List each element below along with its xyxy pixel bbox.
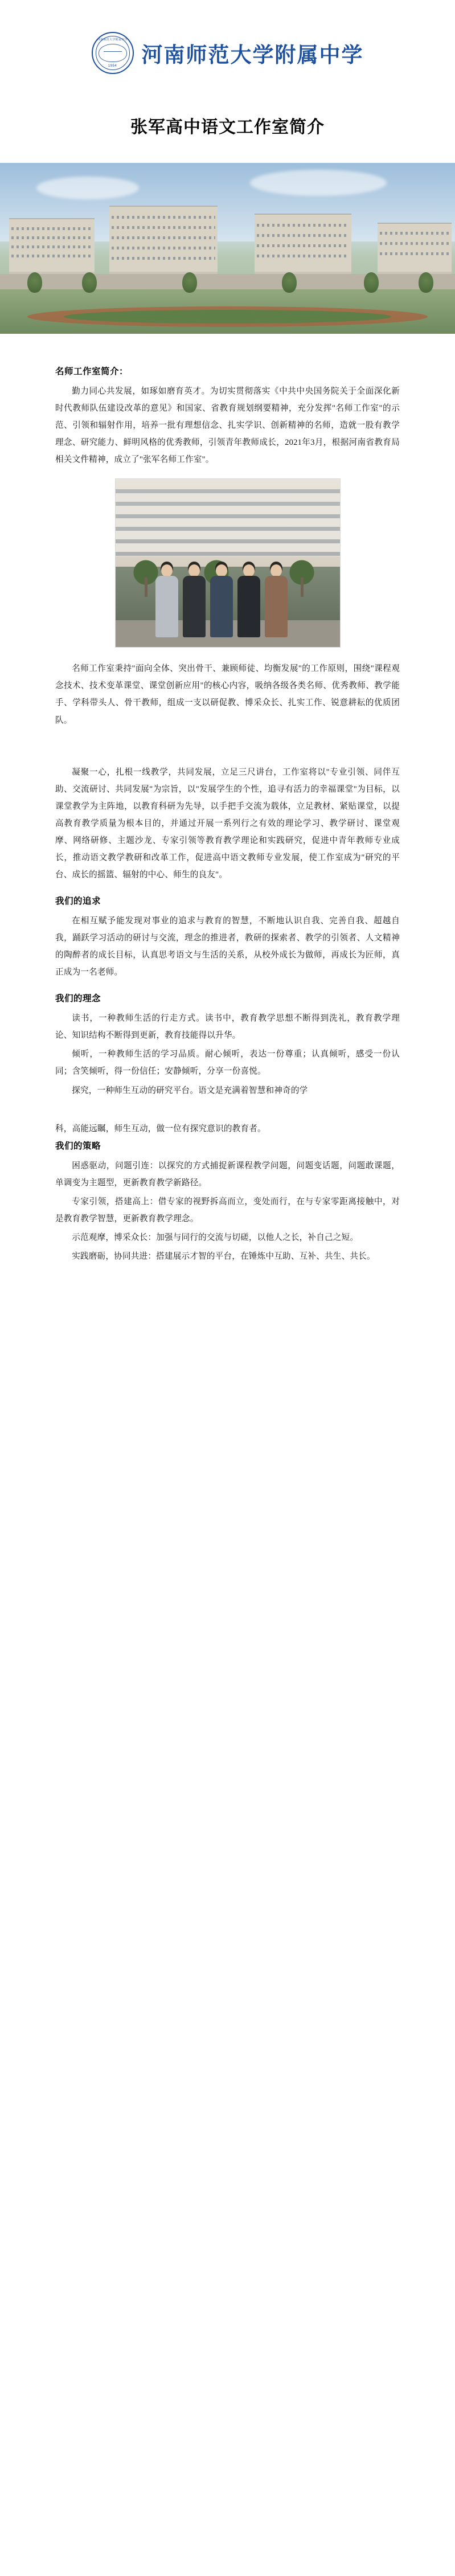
masthead xyxy=(0,0,455,80)
paragraph: 名师工作室秉持"面向全体、突出骨干、兼顾师徒、均衡发展"的工作原则，围绕"课程观念技术、技术变革课堂、课堂创新应用"的核心内容，吸纳各级各类名师、优秀教师、教学能手、学科带头人、骨干教师，组成一支以研促教、博采众长、扎实工作、锐意耕耘的优质团队。 xyxy=(55,664,400,725)
banner-plaza xyxy=(0,274,455,289)
paragraph: 示范观摩，博采众长：加强与同行的交流与切磋，以他人之长，补自己之短。 xyxy=(72,1232,359,1242)
banner-building xyxy=(255,214,351,274)
photo-person xyxy=(155,564,178,637)
campus-banner-photo xyxy=(0,163,455,334)
paragraph: 困惑驱动，问题引连：以探究的方式捕捉新课程教学问题，问题变话题，问题敢课题，单调变为主题型，更新教育教学新路径。 xyxy=(55,1161,400,1187)
paragraph: 专家引领，搭建高上：借专家的视野拆高而立，变处而行，在与专家零距离接触中，对是教育教学智慧，更新教育教学理念。 xyxy=(55,1197,400,1223)
photo-building-windows xyxy=(116,489,340,556)
paragraph: 科，高能远瞩，师生互动，做一位有探究意识的教育者。 xyxy=(55,1124,266,1133)
section-heading-intro: 名师工作室简介： xyxy=(55,367,129,376)
banner-tree xyxy=(282,272,297,293)
paragraph: 倾听，一种教师生活的学习品质。耐心倾听，表达一份尊重；认真倾听，感受一份认同；含笑倾听，得一份信任；安静倾听，分享一份喜悦。 xyxy=(55,1050,400,1076)
photo-person xyxy=(237,564,260,637)
seal-top-text: 河南师范大学附属中学 xyxy=(97,38,128,42)
workshop-group-photo xyxy=(115,478,341,648)
paragraph: 凝聚一心，扎根一线教学，共同发展，立足三尺讲台，工作室将以"专业引领、同伴互助、交流研讨、共同发展"为宗旨，以"发展学生的个性，追寻有活力的幸福课堂"为目标，以课堂教学为主阵地，以教育科研为先导，以手把手交流为载体，立足教材、紧贴课堂，以提高教育教学质量为根本目的，并通过开展一系列行之有效的理论学习、教学研讨、课堂观摩、网络研修、主题沙龙、专家引领等教育教学理论和实践研究，促进中青年教师专业成长，推动语文教学教研和改革工作，促进高中语文教师专业发展，使工作室成为"研究的平台、成长的摇篮、辐射的中心、师生的良友"。 xyxy=(55,767,400,879)
paragraph: 实践磨砺，协同共进：搭建展示才智的平台，在锤炼中互助、互补、共生、共长。 xyxy=(72,1251,375,1261)
seal-year: 1954 xyxy=(108,64,117,68)
paragraph: 在相互赋予能发现对事业的追求与教育的智慧，不断地认识自我、完善自我、超越自我，踊跃学习活动的研讨与交流，理念的推进者，教研的探索者、教学的引领者、人文精神的陶醉者的成长目标，认真思考语文与生活的关系，从校外成长为做师，再成长为匠师，真正成为一名老师。 xyxy=(55,916,400,977)
section-heading-pursuit: 我们的追求 xyxy=(55,896,101,906)
document-body xyxy=(0,334,455,1324)
banner-tree xyxy=(419,272,433,293)
group-photo-container xyxy=(55,478,400,648)
banner-building xyxy=(109,206,218,274)
photo-person xyxy=(210,564,233,637)
banner-tree xyxy=(364,272,379,293)
banner-cloud xyxy=(36,177,139,199)
school-seal-logo xyxy=(92,32,134,74)
paragraph: 探究，一种师生互动的研究平台。语文是充满着智慧和神奇的学 xyxy=(72,1086,308,1095)
banner-tree xyxy=(27,272,42,293)
section-heading-strategy: 我们的策略 xyxy=(55,1141,101,1151)
banner-tree xyxy=(182,272,197,293)
seal-emblem-icon xyxy=(99,44,127,62)
photo-person xyxy=(183,564,206,637)
banner-tree xyxy=(82,272,97,293)
banner-cloud xyxy=(250,170,387,196)
page-title: 张军高中语文工作室简介 xyxy=(130,118,325,137)
paragraph: 勤力同心共发展，如琢如磨育英才。为切实贯彻落实《中共中央国务院关于全面深化新时代教师队伍建设改革的意见》和国家、省教育规划纲要精神，充分发挥"名师工作室"的示范、引领和辐射作用，培养一批有理想信念、扎实学识、创新精神的名师，造就一股有教学理念、研究能力、鲜明风格的优秀教师，引领青年教师成长，2021年3月，根据河南省教育局相关文件精神，成立了"张军名师工作室"。 xyxy=(55,387,400,465)
paragraph: 读书，一种教师生活的行走方式。读书中，教育教学思想不断得到洗礼，教育教学理论、知识结构不断得到更新，教育技能得以升华。 xyxy=(55,1014,400,1041)
photo-person xyxy=(265,564,288,637)
photo-palm-tree xyxy=(286,559,317,597)
school-name: 河南师范大学附属中学 xyxy=(141,44,364,67)
banner-building xyxy=(378,223,452,274)
section-heading-philosophy: 我们的理念 xyxy=(55,994,101,1004)
banner-building xyxy=(9,218,95,274)
banner-sports-field xyxy=(64,310,391,323)
